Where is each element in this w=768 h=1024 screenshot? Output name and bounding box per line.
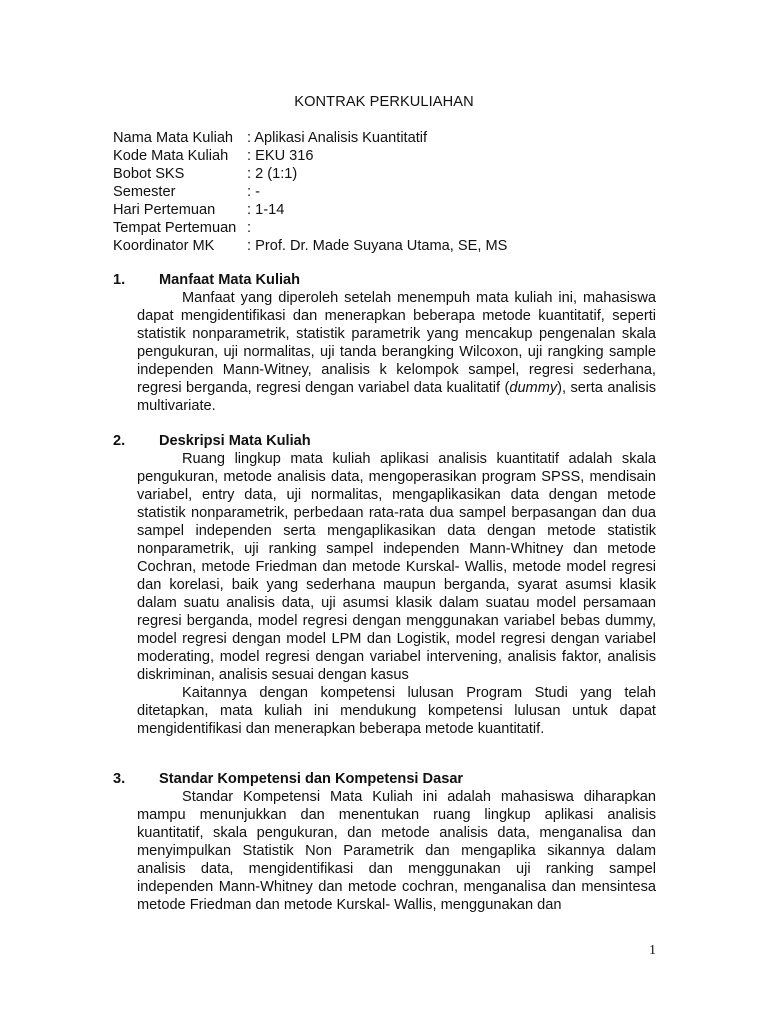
course-info-value: : <box>247 220 252 236</box>
course-info-label: Nama Mata Kuliah <box>113 130 234 146</box>
course-info-label: Bobot SKS <box>113 166 185 182</box>
paragraph-text: ), serta analisis multivariate. <box>137 380 656 414</box>
body-paragraph <box>137 289 656 415</box>
course-info-value: : EKU 316 <box>247 148 314 164</box>
course-info-value: : 1-14 <box>247 202 285 218</box>
course-info-row <box>113 183 673 201</box>
section-heading <box>113 271 656 289</box>
course-info-label: Hari Pertemuan <box>113 202 216 218</box>
section-body <box>137 450 656 738</box>
section-title: Manfaat Mata Kuliah <box>159 272 301 288</box>
section-title: Deskripsi Mata Kuliah <box>159 433 311 449</box>
course-info-label: Semester <box>113 184 176 200</box>
body-paragraph: Kaitannya dengan kompetensi lulusan Program Studi yang telah ditetapkan, mata kuliah ini mendukung kompetensi lulusan untuk dapat mengidentifikasi dan menerapkan beberapa metode kuantitatif. <box>137 685 656 737</box>
course-info-value: : 2 (1:1) <box>247 166 298 182</box>
section-title: Standar Kompetensi dan Kompetensi Dasar <box>159 771 464 787</box>
section-deskripsi <box>113 432 656 738</box>
course-info-value: : - <box>247 184 260 200</box>
section-number: 2. <box>113 433 126 449</box>
section-heading <box>113 432 656 450</box>
page-number: 1 <box>649 943 656 958</box>
course-info-row <box>113 201 673 219</box>
course-info-row <box>113 129 673 147</box>
course-info-label: Koordinator MK <box>113 238 215 254</box>
course-info-row <box>113 147 673 165</box>
italic-term: dummy <box>509 380 558 396</box>
course-info-row <box>113 165 673 183</box>
section-body <box>137 289 656 415</box>
section-standar-kompetensi <box>113 770 656 914</box>
course-info-row <box>113 219 673 237</box>
section-number: 1. <box>113 272 126 288</box>
section-heading <box>113 770 656 788</box>
document-title: KONTRAK PERKULIAHAN <box>294 94 474 110</box>
body-paragraph: Standar Kompetensi Mata Kuliah ini adalah mahasiswa diharapkan mampu menunjukkan dan menentukan ruang lingkup aplikasi analisis kuantitatif, skala pengukuran, dan metode analisis data, menganalisa dan menyimpulkan Statistik Non Parametrik dan mengaplika sikannya dalam analisis data, mengidentifikasi dan menggunakan uji ranking sampel independen Mann-Whitney dan metode cochran, menganalisa dan mensintesa metode Friedman dan metode Kurskal- Wallis, menggunakan dan <box>137 789 656 913</box>
course-info-row <box>113 237 673 255</box>
paragraph-text: Manfaat yang diperoleh setelah menempuh mata kuliah ini, mahasiswa dapat mengidentifikasi dan menerapkan beberapa metode kuantitatif, seperti statistik nonparametrik, statistik parametrik yang mencakup pengenalan skala pengukuran, uji normalitas, uji tanda berangking Wilcoxon, uji rangking sample independen Mann-Witney, analisis k kelompok sampel, regresi sederhana, regresi berganda, regresi dengan variabel data kualitatif ( <box>137 290 656 396</box>
course-info <box>113 129 673 255</box>
section-body <box>137 788 656 914</box>
body-paragraph: Ruang lingkup mata kuliah aplikasi analisis kuantitatif adalah skala pengukuran, metode analisis data, mengoperasikan program SPSS, mendisain variabel, entry data, uji normalitas, mengaplikasikan data dengan metode statistik nonparametrik, perbedaan rata-rata dua sampel berpasangan dan dua sampel independen serta mengaplikasikan data dengan metode statistik nonparametrik, uji ranking sampel independen Mann-Whitney dan metode Cochran, metode Friedman dan metode Kurskal- Wallis, metode model regresi dan korelasi, baik yang sederhana maupun berganda, syarat asumsi klasik dalam suatu analisis data, uji asumsi klasik dalam suatau model persamaan regresi berganda, model regresi dengan menggunakan variabel bebas dummy, model regresi dengan model LPM dan Logistik, model regresi dengan variabel moderating, model regresi dengan variabel intervening, analisis faktor, analisis diskriminan, analisis sesuai dengan kasus <box>137 451 656 683</box>
section-number: 3. <box>113 771 126 787</box>
course-info-label: Kode Mata Kuliah <box>113 148 229 164</box>
course-info-value: : Prof. Dr. Made Suyana Utama, SE, MS <box>247 238 508 254</box>
course-info-label: Tempat Pertemuan <box>113 220 237 236</box>
course-info-value: : Aplikasi Analisis Kuantitatif <box>247 130 428 146</box>
section-manfaat <box>113 271 656 415</box>
